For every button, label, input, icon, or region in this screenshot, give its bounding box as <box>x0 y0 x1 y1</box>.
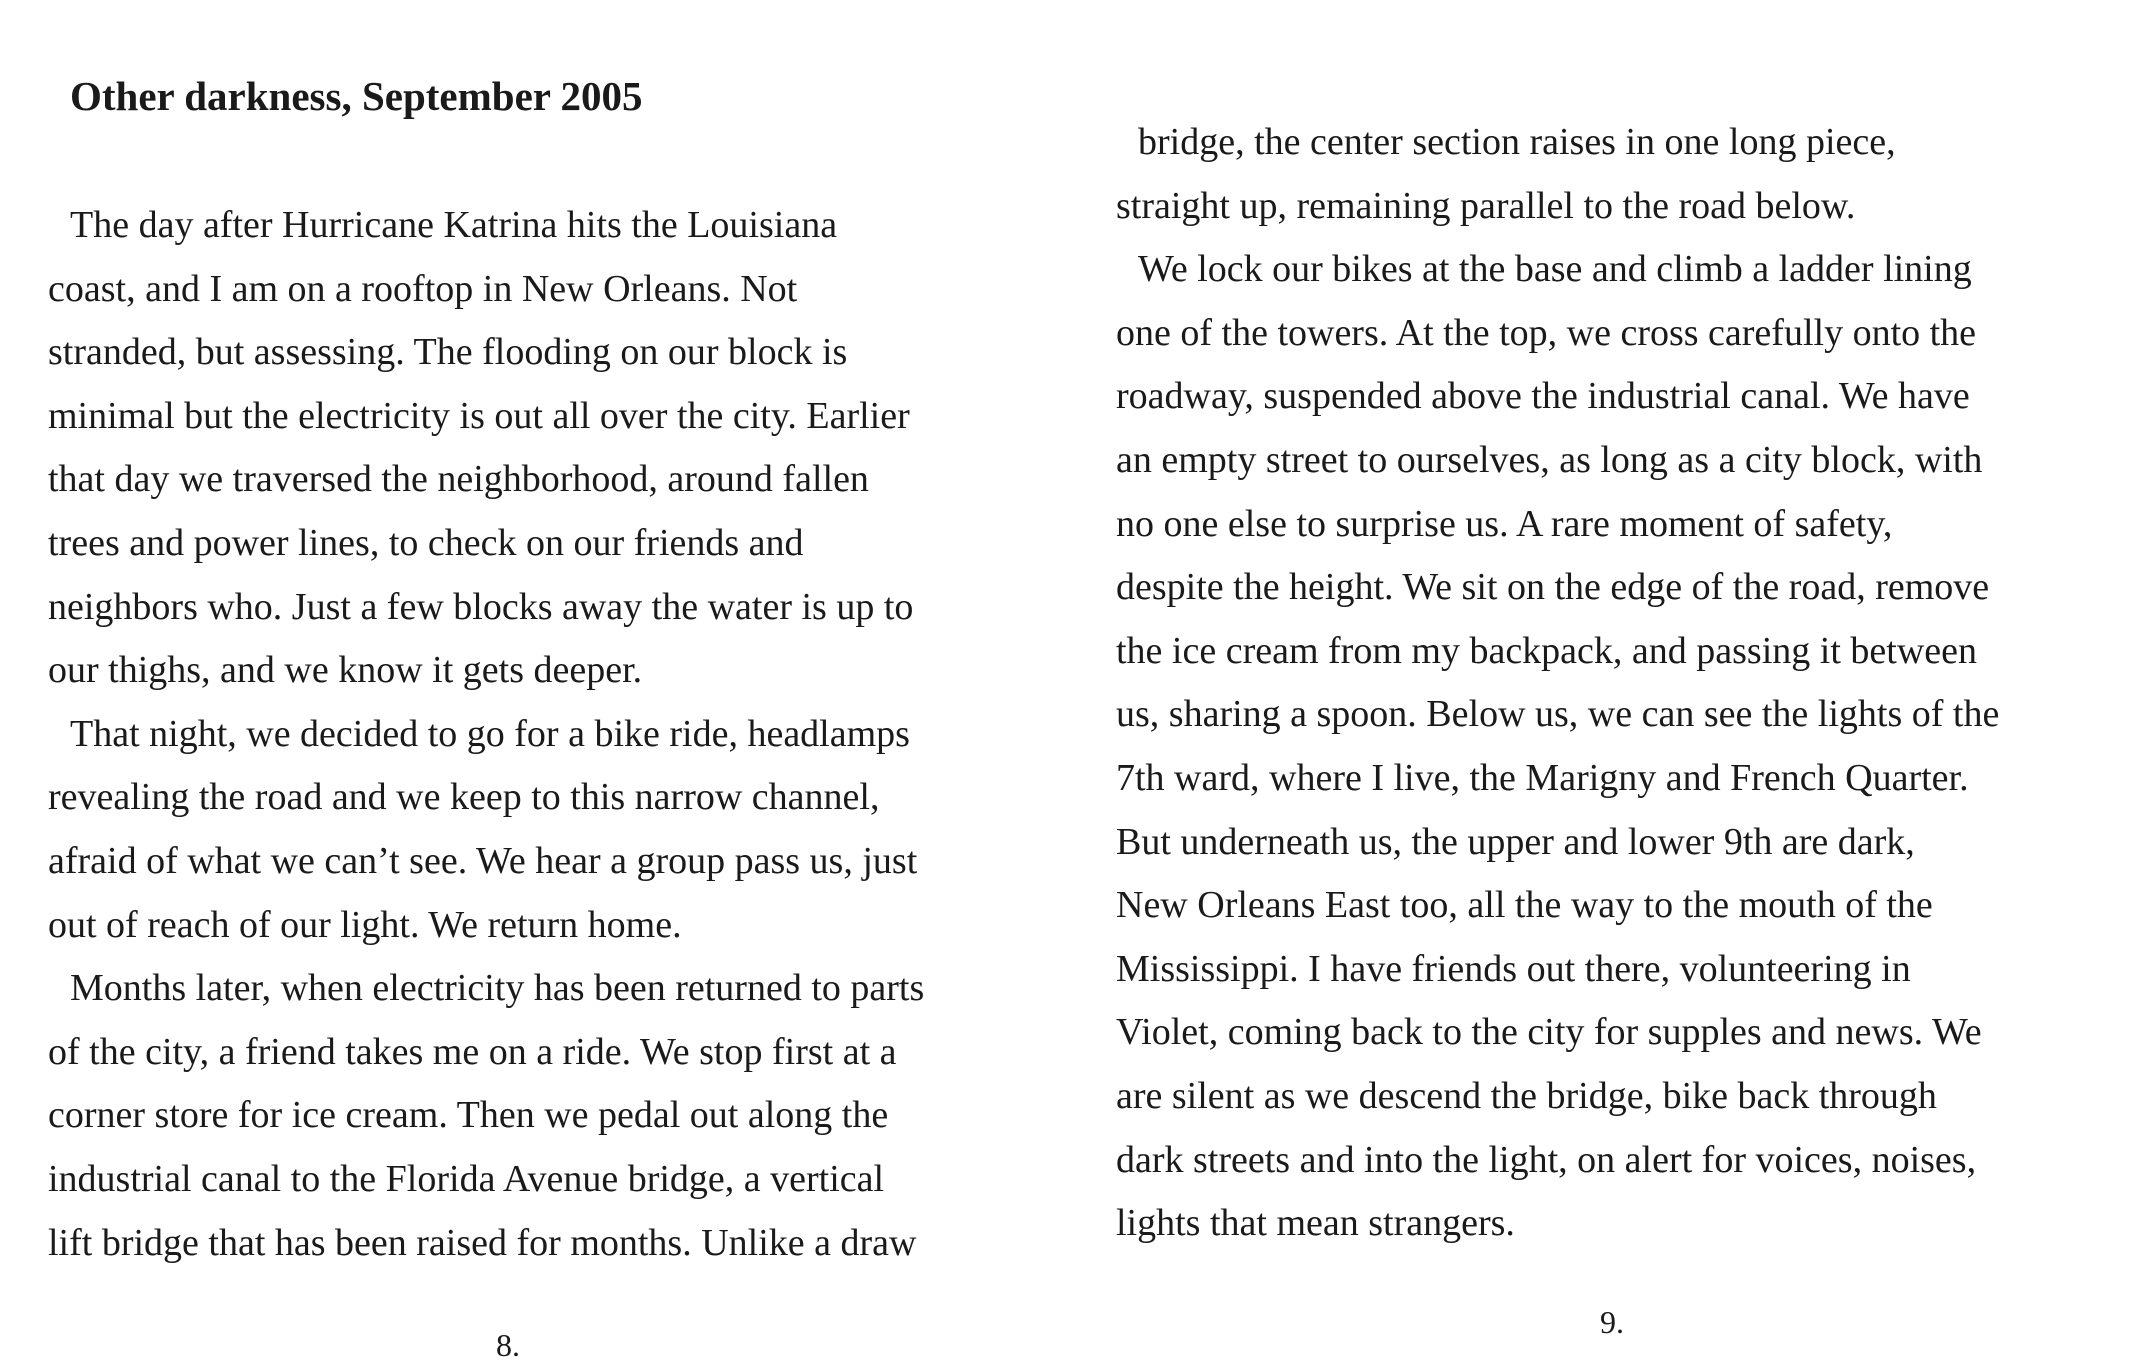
text-line: the ice cream from my backpack, and passing it between <box>1116 629 1977 672</box>
text-line: minimal but the electricity is out all over the city. Earlier <box>48 394 910 437</box>
text-line: New Orleans East too, all the way to the mouth of the <box>1116 884 1933 927</box>
text-line: our thighs, and we know it gets deeper. <box>48 649 643 692</box>
text-line: Violet, coming back to the city for supples and news. We <box>1116 1011 1982 1054</box>
text-line: of the city, a friend takes me on a ride. We stop first at a <box>48 1030 897 1073</box>
text-line: lights that mean strangers. <box>1116 1202 1515 1245</box>
text-line: revealing the road and we keep to this narrow channel, <box>48 776 880 819</box>
text-line: dark streets and into the light, on alert for voices, noises, <box>1116 1138 1977 1181</box>
text-line: 7th ward, where I live, the Marigny and French Quarter. <box>1116 756 1969 799</box>
text-line: lift bridge that has been raised for months. Unlike a draw <box>48 1221 917 1264</box>
text-line: Mississippi. I have friends out there, volunteering in <box>1116 947 1911 990</box>
chapter-title: Other darkness, September 2005 <box>70 73 643 119</box>
text-line: corner store for ice cream. Then we pedal out along the <box>48 1094 889 1137</box>
page-number: 9. <box>1600 1304 1624 1340</box>
text-line: bridge, the center section raises in one long piece, <box>1138 121 1896 163</box>
text-line: trees and power lines, to check on our friends and <box>48 521 804 564</box>
text-line: that day we traversed the neighborhood, around fallen <box>48 458 869 501</box>
left-page-body <box>48 194 1058 1275</box>
page-number: 8. <box>496 1327 520 1363</box>
text-line: stranded, but assessing. The flooding on our block is <box>48 331 848 374</box>
text-line: no one else to surprise us. A rare moment of safety, <box>1116 502 1893 545</box>
text-line: despite the height. We sit on the edge of the road, remove <box>1116 566 1990 609</box>
right-page-body <box>1116 111 2116 1256</box>
text-line: neighbors who. Just a few blocks away the water is up to <box>48 585 914 628</box>
text-line: afraid of what we can’t see. We hear a group pass us, just <box>48 839 918 882</box>
right-page <box>1078 0 2156 1370</box>
text-line: industrial canal to the Florida Avenue bridge, a vertical <box>48 1157 885 1200</box>
text-line: are silent as we descend the bridge, bike back through <box>1116 1074 1937 1117</box>
text-line: out of reach of our light. We return home. <box>48 903 682 946</box>
text-line: That night, we decided to go for a bike ride, headlamps <box>70 712 910 755</box>
text-line: roadway, suspended above the industrial canal. We have <box>1116 375 1970 418</box>
text-line: coast, and I am on a rooftop in New Orleans. Not <box>48 267 798 310</box>
text-line: Months later, when electricity has been returned to parts <box>70 967 925 1010</box>
text-line: an empty street to ourselves, as long as a city block, with <box>1116 438 1983 481</box>
text-line: one of the towers. At the top, we cross carefully onto the <box>1116 311 1977 354</box>
text-line: straight up, remaining parallel to the road below. <box>1116 184 1856 227</box>
text-line: But underneath us, the upper and lower 9th are dark, <box>1116 820 1915 863</box>
text-line: us, sharing a spoon. Below us, we can see the lights of the <box>1116 693 2000 736</box>
text-line: We lock our bikes at the base and climb a ladder lining <box>1138 248 1972 291</box>
text-line: The day after Hurricane Katrina hits the Louisiana <box>70 204 838 246</box>
